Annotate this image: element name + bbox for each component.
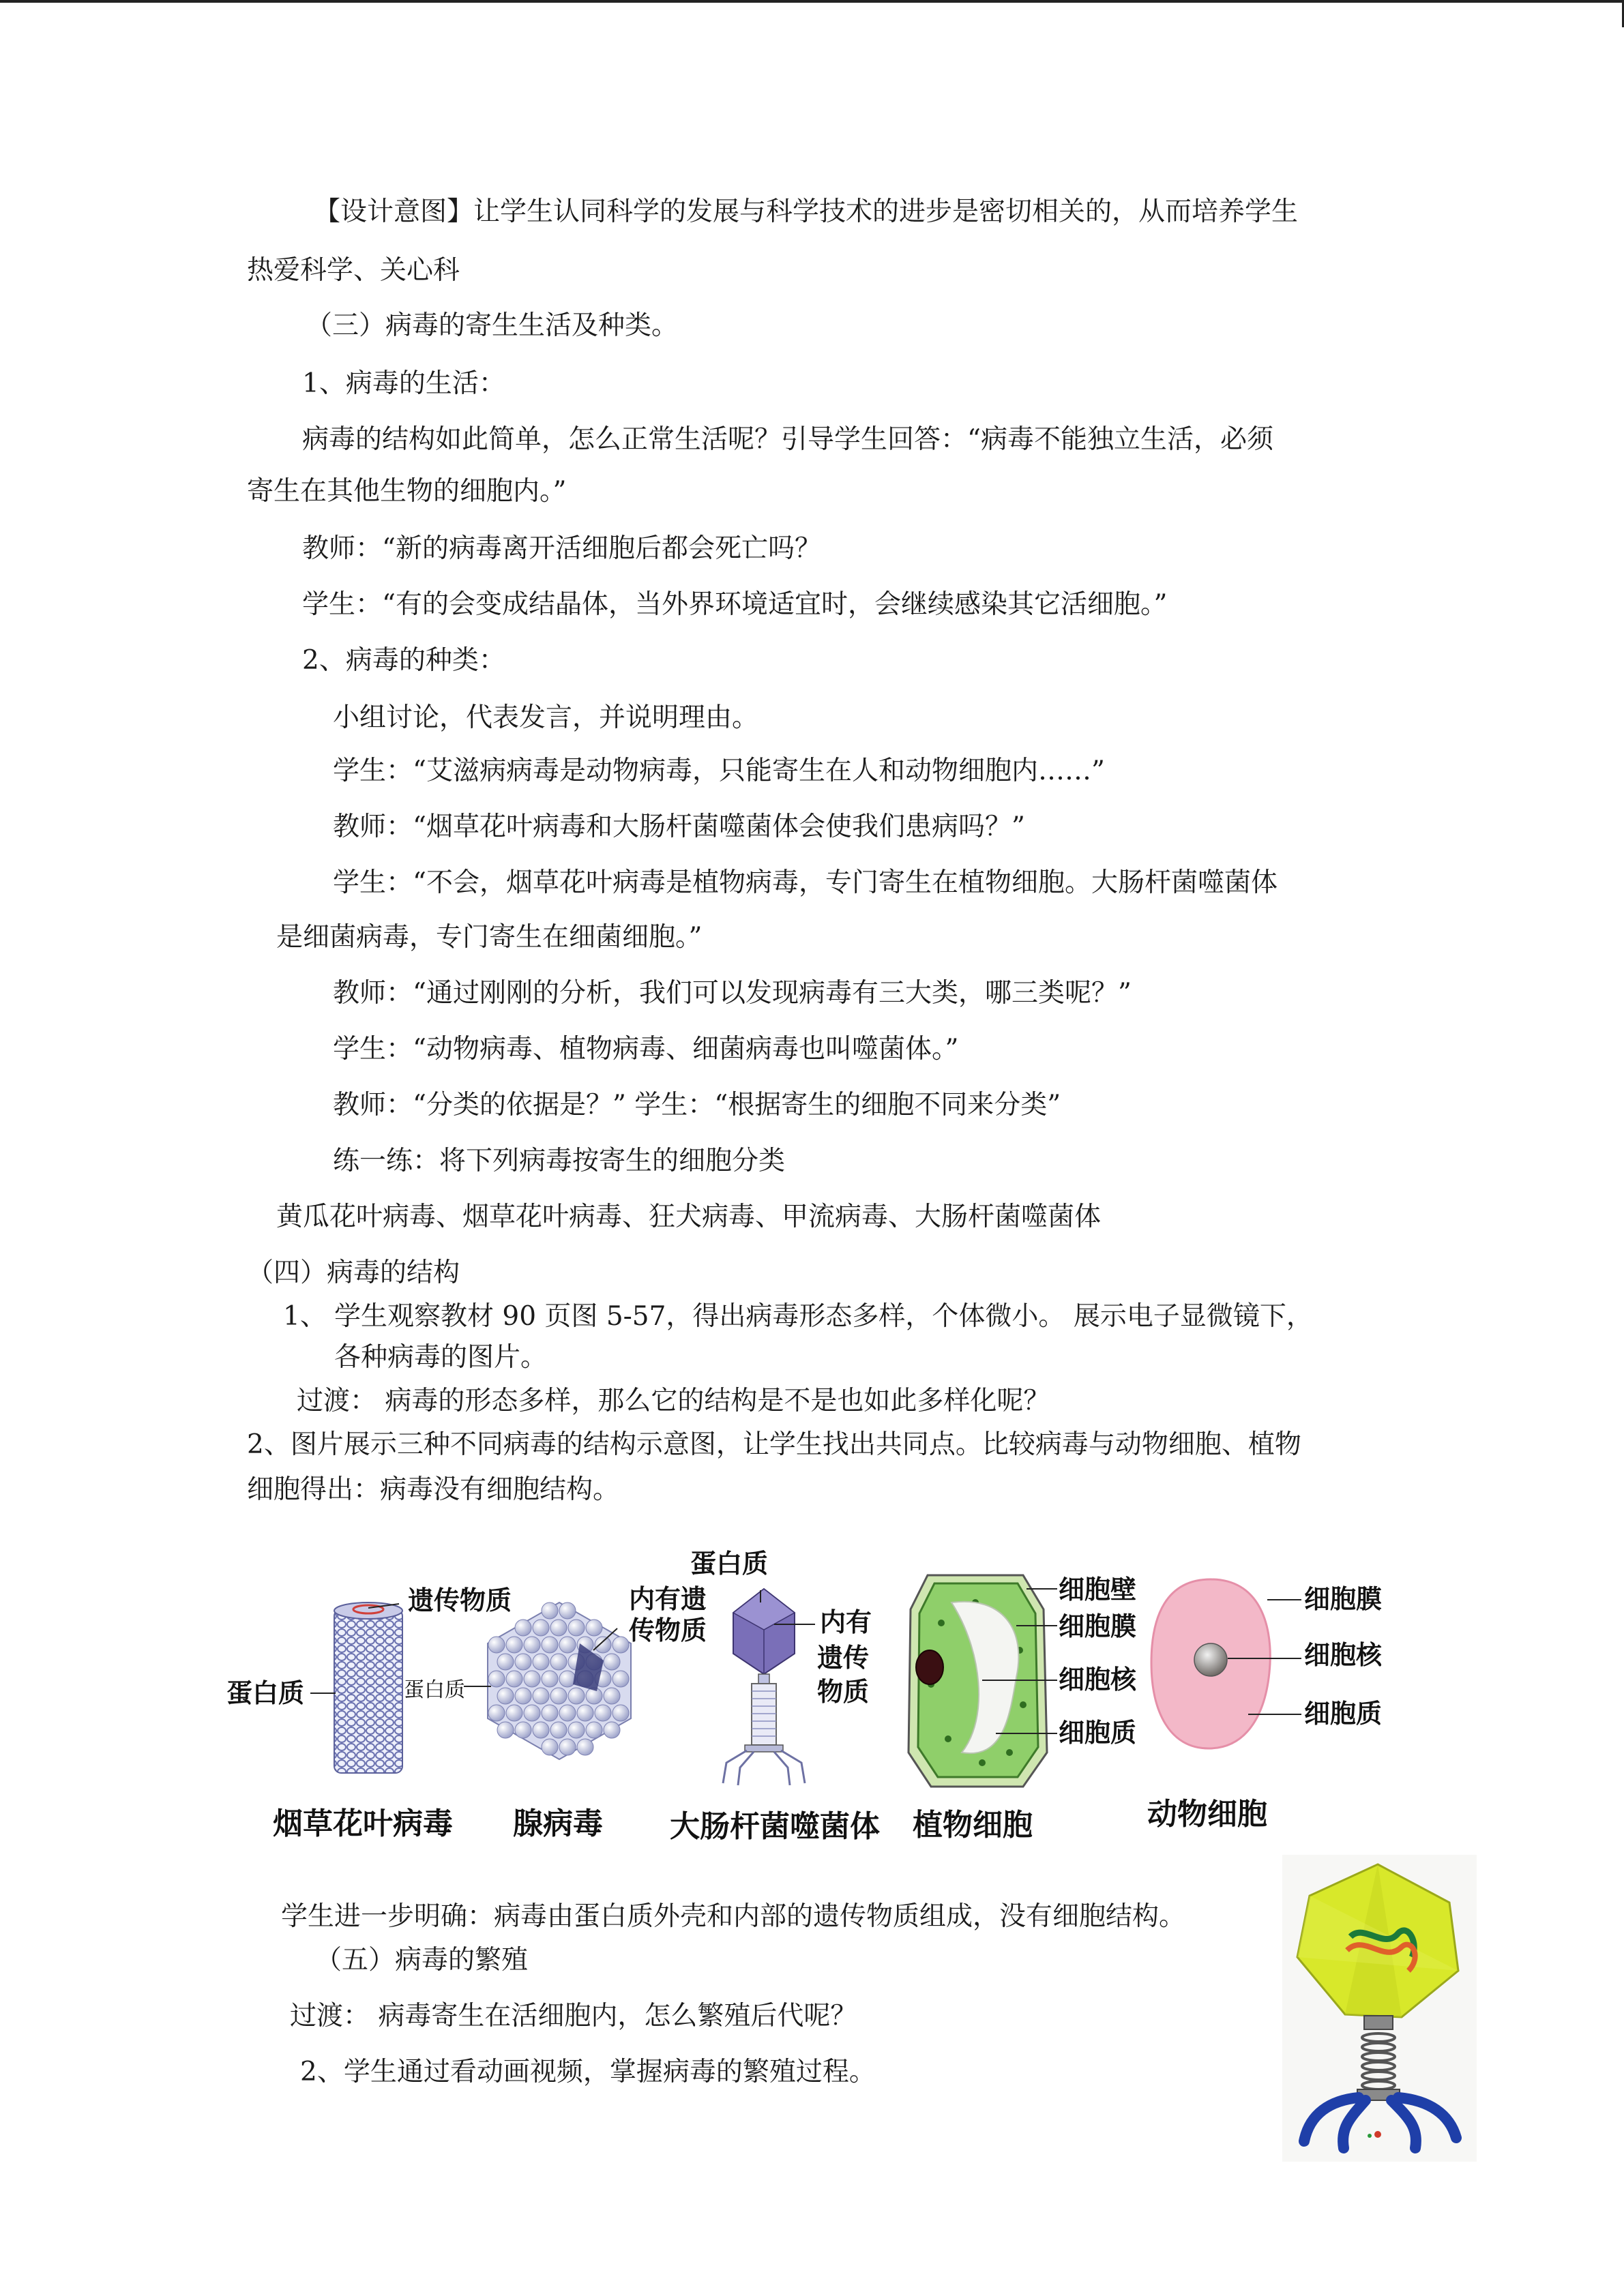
adenovirus-leader-lines xyxy=(437,1596,641,1705)
section-heading-3: （三）病毒的寄生生活及种类。 xyxy=(306,310,679,341)
section-heading-5: （五）病毒的繁殖 xyxy=(315,1945,529,1976)
animal-cytoplasm-label: 细胞质 xyxy=(1304,1699,1383,1729)
text-line-5: 病毒的结构如此简单，怎么正常生活呢？引导学生回答：“病毒不能独立生活，必须 xyxy=(302,424,1273,455)
text-line-13: 学生：“不会，烟草花叶病毒是植物病毒，专门寄生在植物细胞。大肠杆菌噬菌体 xyxy=(333,867,1278,898)
adenovirus-inner-label-2: 传物质 xyxy=(629,1615,707,1645)
adenovirus-protein-label: 蛋白质 xyxy=(404,1678,465,1702)
text-line-23: 过渡： 病毒的形态多样，那么它的结构是不是也如此多样化呢？ xyxy=(297,1386,1050,1416)
text-line-1: 【设计意图】让学生认同科学的发展与科学技术的进步是密切相关的，从而培养学生 xyxy=(314,196,1299,227)
text-line-22: 各种病毒的图片。 xyxy=(334,1342,548,1373)
capsomere xyxy=(488,1705,505,1721)
text-line-18: 练一练：将下列病毒按寄生的细胞分类 xyxy=(333,1146,786,1176)
phage-inner-label-3: 物质 xyxy=(817,1677,870,1707)
capsomere xyxy=(568,1722,585,1738)
capsomere xyxy=(506,1705,522,1721)
capsomere xyxy=(577,1739,593,1755)
tmv-caption: 烟草花叶病毒 xyxy=(273,1806,453,1841)
phage-model-photo xyxy=(1282,1855,1477,2162)
capsomere xyxy=(595,1705,611,1721)
plant-membrane-label: 细胞膜 xyxy=(1059,1611,1137,1641)
tmv-genetic-label: 遗传物质 xyxy=(408,1585,512,1615)
text-line-15: 教师：“通过刚刚的分析，我们可以发现病毒有三大类，哪三类呢？” xyxy=(333,978,1132,1009)
capsomere xyxy=(542,1705,558,1721)
tmv-protein-label: 蛋白质 xyxy=(226,1678,305,1708)
adenovirus-inner-label-1: 内有遗 xyxy=(629,1584,707,1614)
plant-cell-caption: 植物细胞 xyxy=(913,1808,1033,1843)
subheading-virus-types: 2、病毒的种类： xyxy=(302,645,505,676)
list-number-1: 1、 xyxy=(283,1301,327,1332)
capsomere xyxy=(559,1705,576,1721)
text-line-8: 学生：“有的会变成结晶体，当外界环境适宜时，会继续感染其它活细胞。” xyxy=(302,589,1168,620)
text-line-17: 教师：“分类的依据是？” 学生：“根据寄生的细胞不同来分类” xyxy=(333,1090,1061,1120)
page-top-border xyxy=(0,0,1624,3)
text-line-12: 教师：“烟草花叶病毒和大肠杆菌噬菌体会使我们患病吗？” xyxy=(333,811,1025,842)
capsomere xyxy=(533,1722,549,1738)
section-heading-4: （四）病毒的结构 xyxy=(247,1257,460,1288)
text-line-6: 寄生在其他生物的细胞内。” xyxy=(247,476,567,507)
text-line-14: 是细菌病毒，专门寄生在细菌细胞。” xyxy=(276,922,703,953)
text-line-2: 热爱科学、关心科 xyxy=(247,255,460,286)
capsomere xyxy=(559,1739,576,1755)
phage-inner-label-2: 遗传 xyxy=(817,1643,870,1673)
capsomere xyxy=(612,1705,629,1721)
text-line-25: 细胞得出：病毒没有细胞结构。 xyxy=(247,1474,620,1505)
capsomere xyxy=(524,1705,540,1721)
capsomere xyxy=(604,1722,620,1738)
plant-cytoplasm-label: 细胞质 xyxy=(1059,1718,1137,1748)
text-line-11: 学生：“艾滋病病毒是动物病毒，只能寄生在人和动物细胞内……” xyxy=(333,756,1105,786)
capsomere xyxy=(542,1739,558,1755)
plant-cell-nucleus xyxy=(914,1649,945,1686)
plant-wall-label: 细胞壁 xyxy=(1059,1575,1137,1605)
phage-inner-label-1: 内有 xyxy=(820,1607,872,1637)
text-line-24: 2、图片展示三种不同病毒的结构示意图，让学生找出共同点。比较病毒与动物细胞、植物 xyxy=(247,1429,1301,1460)
animal-nucleus-label: 细胞核 xyxy=(1304,1640,1383,1670)
text-line-21: 学生观察教材 90 页图 5-57，得出病毒形态多样，个体微小。 展示电子显微镜下， xyxy=(334,1301,1313,1332)
capsomere xyxy=(586,1722,602,1738)
animal-cell-leader-lines xyxy=(1214,1589,1310,1725)
text-line-7: 教师：“新的病毒离开活细胞后都会死亡吗？ xyxy=(302,533,821,564)
plant-nucleus-label: 细胞核 xyxy=(1059,1665,1137,1695)
subheading-virus-life: 1、病毒的生活： xyxy=(302,368,505,399)
capsomere xyxy=(497,1722,514,1738)
text-line-29: 2、学生通过看动画视频，掌握病毒的繁殖过程。 xyxy=(300,2057,876,2087)
animal-membrane-label: 细胞膜 xyxy=(1304,1584,1383,1614)
phage-caption: 大肠杆菌噬菌体 xyxy=(670,1809,880,1844)
text-line-28: 过渡： 病毒寄生在活细胞内，怎么繁殖后代呢？ xyxy=(290,2001,857,2031)
text-line-26: 学生进一步明确：病毒由蛋白质外壳和内部的遗传物质组成，没有细胞结构。 xyxy=(281,1901,1186,1932)
text-line-10: 小组讨论，代表发言，并说明理由。 xyxy=(333,702,759,733)
animal-cell-caption: 动物细胞 xyxy=(1147,1797,1267,1832)
capsomere xyxy=(577,1705,593,1721)
text-line-16: 学生：“动物病毒、植物病毒、细菌病毒也叫噬菌体。” xyxy=(333,1034,959,1064)
text-line-19: 黄瓜花叶病毒、烟草花叶病毒、狂犬病毒、甲流病毒、大肠杆菌噬菌体 xyxy=(276,1202,1102,1232)
phage-protein-label: 蛋白质 xyxy=(690,1549,769,1579)
capsomere xyxy=(550,1722,567,1738)
adenovirus-caption: 腺病毒 xyxy=(513,1806,603,1841)
capsomere xyxy=(515,1722,531,1738)
